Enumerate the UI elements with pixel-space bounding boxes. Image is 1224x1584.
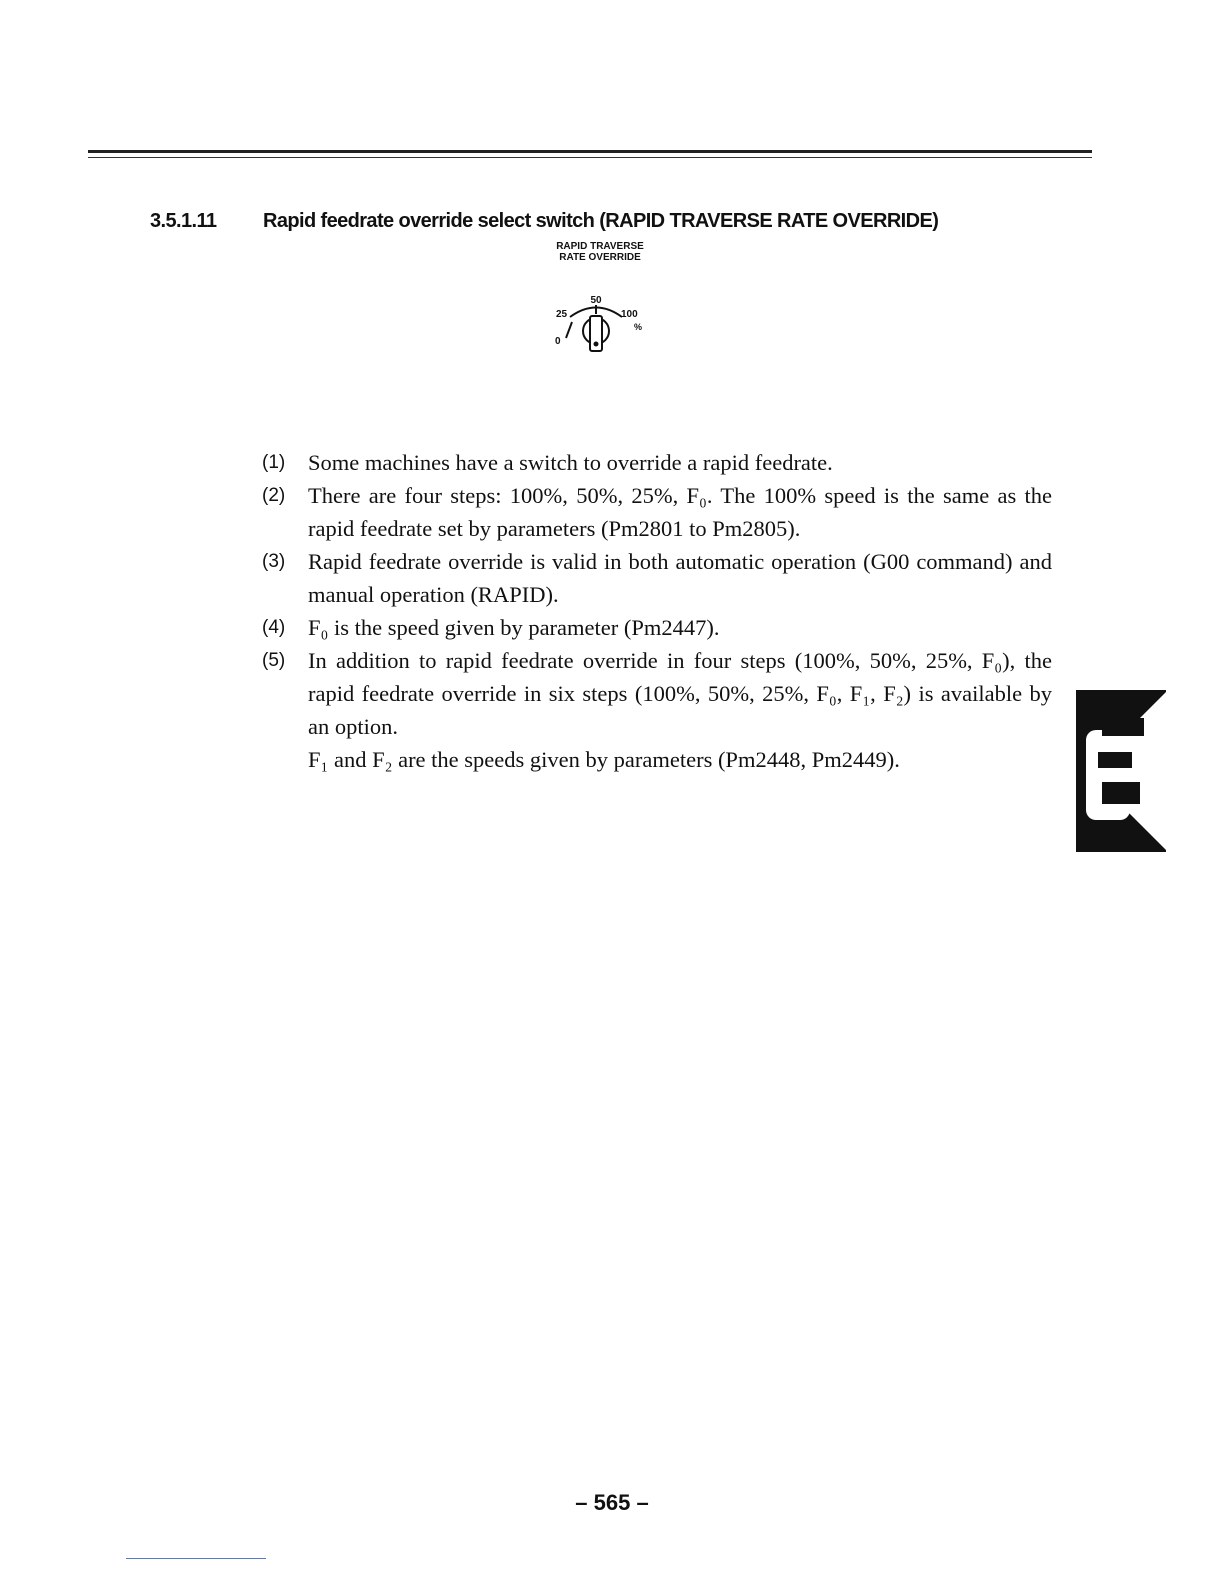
page-number: – 565 – <box>575 1490 649 1515</box>
list-item <box>262 545 1052 611</box>
list-item <box>262 644 1052 743</box>
section-title: Rapid feedrate override select switch (RAPID TRAVERSE RATE OVERRIDE) <box>263 210 939 232</box>
list-item <box>262 446 1052 479</box>
dial-pos-100: 100 <box>621 309 638 320</box>
list-item <box>262 479 1052 545</box>
rapid-override-dial-icon <box>530 236 670 366</box>
item-number: (3) <box>262 551 286 572</box>
dial-pos-0: 0 <box>555 336 561 347</box>
item-text: In addition to rapid feedrate override in four steps (100%, 50%, 25%, F₀), the rapid feedrate override in six steps (100%, 50%, 25%, F₀, F₁, F₂) is available by an option. <box>308 648 1052 739</box>
list-item <box>262 611 1052 644</box>
item-text: Some machines have a switch to override a rapid feedrate. <box>308 450 833 475</box>
dial-unit: % <box>634 322 643 332</box>
dial-pos-50: 50 <box>590 295 602 306</box>
item-text: Rapid feedrate override is valid in both automatic operation (G00 command) and manual operation (RAPID). <box>308 549 1052 607</box>
note-text: F₁ and F₂ are the speeds given by parameters (Pm2448, Pm2449). <box>308 747 900 772</box>
chapter-tab <box>1076 690 1166 852</box>
footer-line <box>126 1558 266 1559</box>
item-number: (1) <box>262 452 286 473</box>
section-number: 3.5.1.11 <box>150 210 217 232</box>
item-text: There are four steps: 100%, 50%, 25%, F₀. The 100% speed is the same as the rapid feedrate set by parameters (Pm2801 to Pm2805). <box>308 483 1052 541</box>
dial-pos-25: 25 <box>556 309 568 320</box>
dial-label-line1: RAPID TRAVERSE <box>556 241 644 252</box>
dial-label-line2: RATE OVERRIDE <box>559 252 641 263</box>
item-number: (4) <box>262 617 286 638</box>
item-text: F₀ is the speed given by parameter (Pm2447). <box>308 615 720 640</box>
item-number: (2) <box>262 485 286 506</box>
chapter-tab-label: 3 <box>1121 840 1122 841</box>
header-rule-thin <box>88 157 1092 158</box>
item-number: (5) <box>262 650 286 671</box>
header-rule <box>88 150 1092 153</box>
item-list <box>262 446 1052 776</box>
